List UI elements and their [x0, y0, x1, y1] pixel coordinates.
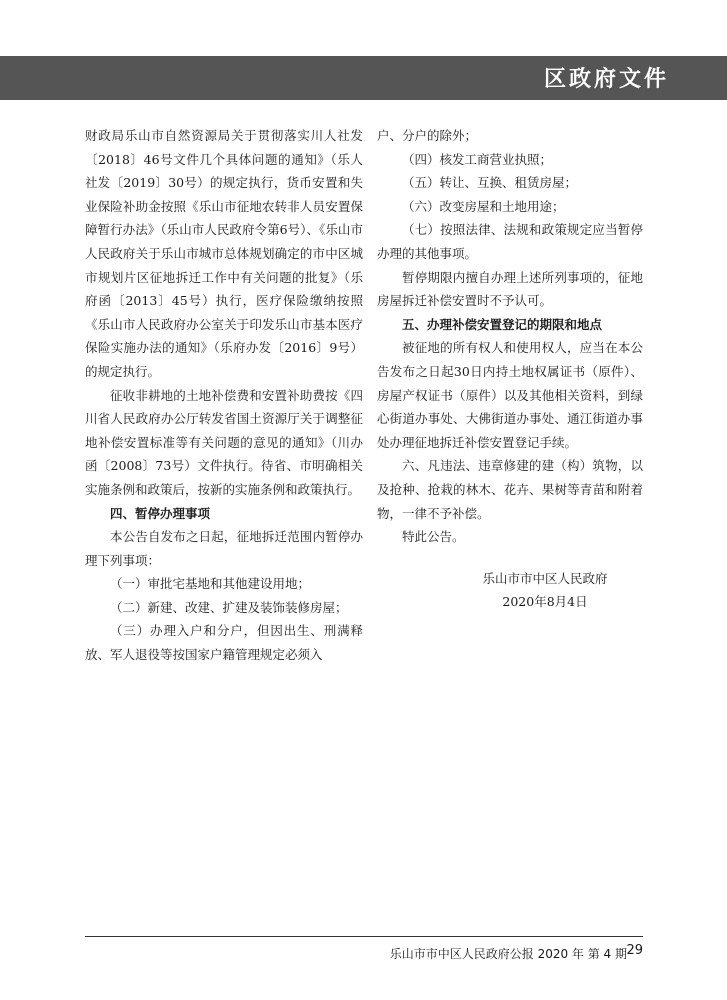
list-item-1: （一）审批宅基地和其他建设用地； — [110, 576, 311, 592]
signature-date: 2020年8月4日 — [502, 594, 588, 610]
list-item-5: （五）转让、互换、租赁房屋； — [402, 175, 578, 191]
paragraph-left-3: 本公告自发布之日起，征地拆迁范围内暂停办理下列事项： — [85, 529, 363, 568]
footer-divider — [85, 936, 643, 937]
paragraph-right-2: 被征地的所有权人和使用权人，应当在本公告发布之日起30日内持土地权属证书（原件）、房屋产权证书（原件）以及其他相关资料，到绿心街道办事处、大佛街道办事处、通江街道办事处办理征地拆迁补偿安置登记手续。 — [377, 340, 643, 450]
list-item-4: （四）核发工商营业执照； — [402, 151, 553, 167]
list-item-3-continued: 户、分户的除外； — [377, 128, 478, 143]
closing-line: 特此公告。 — [402, 529, 465, 545]
list-item-6: （六）改变房屋和土地用途； — [402, 198, 565, 214]
paragraph-left-1: 财政局乐山市自然资源局关于贯彻落实川人社发〔2018〕46号文件几个具体问题的通知》（乐人社发〔2019〕30号）的规定执行，货币安置和失业保险补助金按照《乐山市征地农转非人员安置保障暂行办法》（乐山市人民政府令第6号）、《乐山市人民政府关于乐山市城市总体规划确定的市中区城市规划片区征地拆迁工作中有关问题的批复》（乐府函〔2013〕45号）执行，医疗保险缴纳按照《乐山市人民政府办公室关于印发乐山市基本医疗保险实施办法的通知》（乐府办发〔2016〕9号）的规定执行。 — [85, 128, 363, 379]
signature-spacer — [377, 549, 643, 567]
list-item-2: （二）新建、改建、扩建及装饰装修房屋； — [110, 599, 348, 615]
list-item-3: （三）办理入户和分户，但因出生、刑满释放、军人退役等按国家户籍管理规定必须入 — [85, 623, 363, 663]
signature-org: 乐山市市中区人民政府 — [482, 570, 608, 586]
right-column — [377, 124, 643, 614]
section-heading-5: 五、办理补偿安置登记的期限和地点 — [402, 316, 603, 332]
left-column — [85, 124, 363, 667]
footer-publication: 乐山市市中区人民政府公报 2020 年 第 4 期 — [389, 947, 627, 961]
list-item-7: （七）按照法律、法规和政策规定应当暂停办理的其他事项。 — [377, 222, 643, 261]
section-heading-4: 四、暂停办理事项 — [110, 505, 211, 521]
paragraph-left-2: 征收非耕地的土地补偿费和安置补助费按《四川省人民政府办公厅转发省国土资源厅关于调整征地补偿安置标准等有关问题的意见的通知》（川办函〔2008〕73号）文件执行。待省、市明确相关实施条例和政策后，按新的实施条例和政策执行。 — [85, 387, 363, 497]
paragraph-right-3: 六、凡违法、违章修建的建（构）筑物，以及抢种、抢栽的林木、花卉、果树等青苗和附着物，一律不予补偿。 — [377, 458, 643, 521]
section-title: 区政府文件 — [543, 67, 669, 92]
page-number: 29 — [626, 943, 643, 958]
paragraph-right-1: 暂停期限内擅自办理上述所列事项的，征地房屋拆迁补偿安置时不予认可。 — [377, 269, 643, 309]
header-band — [0, 56, 727, 100]
